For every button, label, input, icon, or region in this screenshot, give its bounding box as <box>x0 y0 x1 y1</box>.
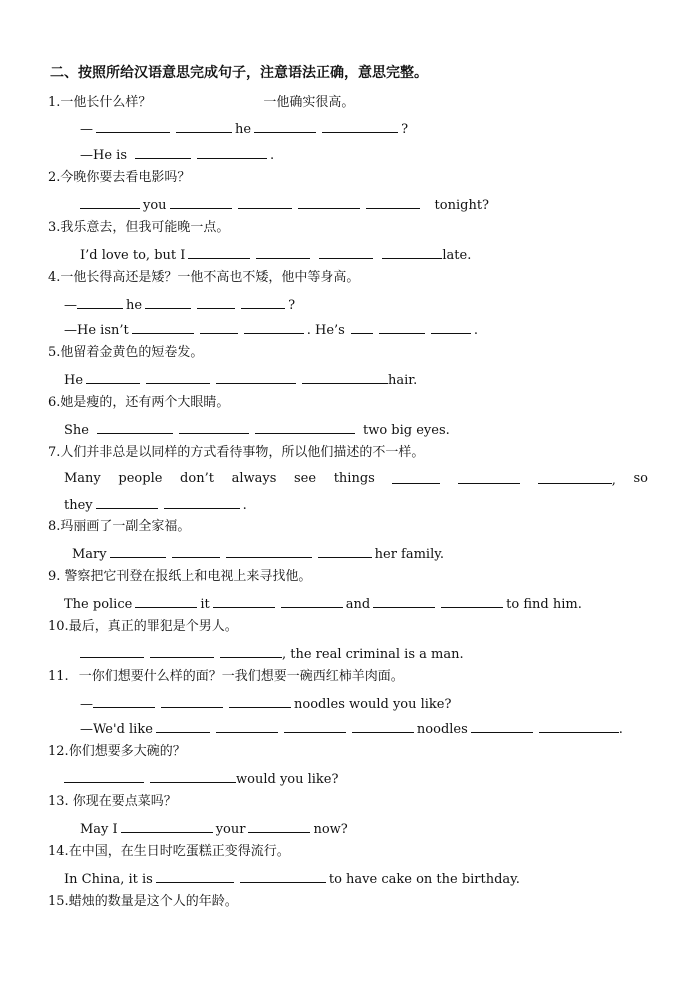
blank[interactable] <box>255 420 355 434</box>
question-12: 12.你们想要多大碗的？ <box>48 744 186 759</box>
blank[interactable] <box>241 295 285 309</box>
answer-line: , the real criminal is a man. <box>80 644 464 664</box>
question-2: 2.今晚你要去看电影吗？ <box>48 170 191 185</box>
question-15: 15.蜡烛的数量是这个人的年龄。 <box>48 894 238 909</box>
blank[interactable] <box>197 295 235 309</box>
answer-line: Mary her family. <box>72 544 444 564</box>
question-9: 9. 警察把它刊登在报纸上和电视上来寻找他。 <box>48 569 312 584</box>
blank[interactable] <box>244 320 304 334</box>
blank[interactable] <box>80 195 140 209</box>
question-text-2: 一他确实很高。 <box>263 95 355 110</box>
question-4: 4.一他长得高还是矮？一他不高也不矮，他中等身高。 <box>48 270 360 285</box>
answer-line: The police it and to find him. <box>64 594 582 614</box>
answer-line: — noodles would you like? <box>80 694 451 714</box>
answer-line: they . <box>64 495 247 515</box>
blank[interactable] <box>220 644 282 658</box>
blank[interactable] <box>121 819 213 833</box>
blank[interactable] <box>110 544 166 558</box>
section-heading: 二、按照所给汉语意思完成句子，注意语法正确，意思完整。 <box>50 65 428 81</box>
blank[interactable] <box>248 819 310 833</box>
blank[interactable] <box>200 320 238 334</box>
blank[interactable] <box>172 544 220 558</box>
blank[interactable] <box>77 295 123 309</box>
blank[interactable] <box>156 869 234 883</box>
answer-line: —He is . <box>80 145 274 165</box>
blank[interactable] <box>366 195 420 209</box>
blank[interactable] <box>135 594 197 608</box>
blank[interactable] <box>352 719 414 733</box>
blank[interactable] <box>216 370 296 384</box>
answer-line: I’d love to, but I late. <box>80 245 471 265</box>
blank[interactable] <box>179 420 249 434</box>
blank[interactable] <box>197 145 267 159</box>
blank[interactable] <box>216 719 278 733</box>
answer-line: —We'd like noodles . <box>80 719 623 739</box>
blank[interactable] <box>146 370 210 384</box>
blank[interactable] <box>298 195 360 209</box>
blank[interactable] <box>392 470 440 484</box>
blank[interactable] <box>150 644 214 658</box>
blank[interactable] <box>188 245 250 259</box>
blank[interactable] <box>156 719 210 733</box>
question-3: 3.我乐意去，但我可能晚一点。 <box>48 220 230 235</box>
blank[interactable] <box>240 869 326 883</box>
blank[interactable] <box>281 594 343 608</box>
blank[interactable] <box>322 119 398 133</box>
blank[interactable] <box>373 594 435 608</box>
question-6: 6.她是瘦的，还有两个大眼睛。 <box>48 395 230 410</box>
blank[interactable] <box>458 470 520 484</box>
blank[interactable] <box>318 544 372 558</box>
blank[interactable] <box>226 544 312 558</box>
blank[interactable] <box>96 495 158 509</box>
question-11: 11. 一你们想要什么样的面？一我们想要一碗西红柿羊肉面。 <box>48 669 404 684</box>
blank[interactable] <box>135 145 191 159</box>
blank[interactable] <box>86 370 140 384</box>
blank[interactable] <box>539 719 619 733</box>
blank[interactable] <box>351 320 373 334</box>
answer-line: Many people don’t always see things , so <box>64 471 648 488</box>
blank[interactable] <box>382 245 442 259</box>
question-5: 5.他留着金黄色的短卷发。 <box>48 345 204 360</box>
blank[interactable] <box>284 719 346 733</box>
blank[interactable] <box>96 119 170 133</box>
blank[interactable] <box>161 694 223 708</box>
blank[interactable] <box>80 644 144 658</box>
blank[interactable] <box>538 470 612 484</box>
blank[interactable] <box>93 694 155 708</box>
answer-line: —He isn’t . He’s . <box>64 320 478 340</box>
question-14: 14.在中国，在生日时吃蛋糕正变得流行。 <box>48 844 290 859</box>
answer-line: She two big eyes. <box>64 420 450 440</box>
blank[interactable] <box>254 119 316 133</box>
blank[interactable] <box>132 320 194 334</box>
question-8: 8.玛丽画了一副全家福。 <box>48 519 191 534</box>
question-10: 10.最后，真正的罪犯是个男人。 <box>48 619 238 634</box>
answer-line: would you like? <box>64 769 338 789</box>
blank[interactable] <box>302 370 388 384</box>
answer-line: In China, it is to have cake on the birthday. <box>64 869 520 889</box>
blank[interactable] <box>471 719 533 733</box>
question-7: 7.人们并非总是以同样的方式看待事物，所以他们描述的不一样。 <box>48 445 425 460</box>
blank[interactable] <box>229 694 291 708</box>
blank[interactable] <box>145 295 191 309</box>
blank[interactable] <box>150 769 236 783</box>
answer-line: — he ? <box>80 119 408 139</box>
blank[interactable] <box>164 495 240 509</box>
answer-line: May I your now? <box>80 819 348 839</box>
blank[interactable] <box>238 195 292 209</box>
answer-line: you tonight? <box>80 195 489 215</box>
blank[interactable] <box>379 320 425 334</box>
blank[interactable] <box>97 420 173 434</box>
answer-line: — he ? <box>64 295 295 315</box>
blank[interactable] <box>441 594 503 608</box>
blank[interactable] <box>431 320 471 334</box>
blank[interactable] <box>319 245 373 259</box>
blank[interactable] <box>213 594 275 608</box>
question-1 <box>48 94 354 112</box>
blank[interactable] <box>176 119 232 133</box>
question-number: 1. <box>48 95 61 110</box>
blank[interactable] <box>64 769 144 783</box>
blank[interactable] <box>256 245 310 259</box>
blank[interactable] <box>170 195 232 209</box>
question-13: 13. 你现在要点菜吗？ <box>48 794 177 809</box>
question-text: 一他长什么样？ <box>60 95 152 110</box>
answer-line: He hair. <box>64 370 417 390</box>
